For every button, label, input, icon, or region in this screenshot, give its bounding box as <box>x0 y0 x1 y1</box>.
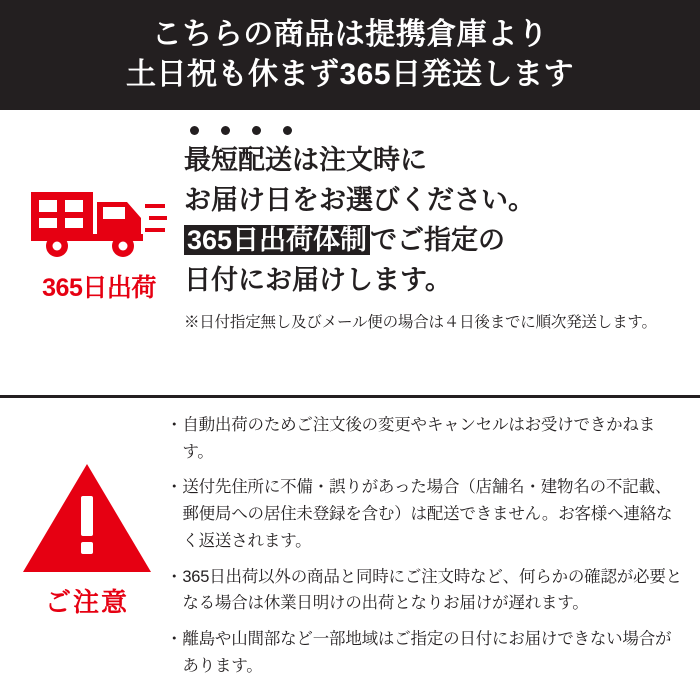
shipping-note: ※日付指定無し及びメール便の場合は４日後までに順次発送します。 <box>184 313 657 331</box>
note-bullet: ・ <box>166 416 183 434</box>
note-text: 離島や山間部など一部地域はご指定の日付にお届けできない場合があります。 <box>182 630 672 675</box>
shipping-line-3 <box>184 221 688 261</box>
dot-1 <box>190 126 199 135</box>
caution-section <box>0 398 700 697</box>
truck-label: 365日出荷 <box>42 274 156 302</box>
shipping-line-4: 日付にお届けします。 <box>184 264 452 295</box>
note-text: 365日出荷以外の商品と同時にご注文時など、何らかの確認が必要となる場合は休業日明けの出荷となりお届けが遅れます。 <box>182 567 682 613</box>
note-text: 自動出荷のためご注文後の変更やキャンセルはお受けできかねます。 <box>182 416 656 461</box>
list-item <box>166 412 686 465</box>
warning-label: ご注意 <box>44 587 129 617</box>
note-bullet: ・ <box>166 478 183 497</box>
list-item <box>166 626 686 679</box>
shipping-section <box>0 110 700 398</box>
dot-4 <box>283 126 292 135</box>
warning-column <box>8 408 166 691</box>
warning-triangle-icon <box>21 460 153 576</box>
dot-2 <box>221 126 230 135</box>
shipping-text-column <box>184 120 688 389</box>
shipping-highlight: 365日出荷体制 <box>184 225 370 255</box>
list-item <box>166 474 686 554</box>
delivery-truck-icon <box>29 178 169 260</box>
shipping-line-3-rest: でご指定の <box>370 224 506 255</box>
dot-3 <box>252 126 261 135</box>
note-text: 送付先住所に不備・誤りがあった場合（店舗名・建物名の不記載、郵便局への居住未登録を含む）は配送できません。お客様へ連絡なく返送されます。 <box>182 478 673 550</box>
truck-column <box>14 120 184 389</box>
banner-header <box>0 0 700 110</box>
note-bullet: ・ <box>166 567 183 586</box>
caution-notes-list <box>166 408 686 691</box>
header-line-2: 土日祝も休まず365日発送します <box>125 58 575 91</box>
shipping-line-1: 最短配送は注文時に <box>184 145 427 175</box>
note-bullet: ・ <box>166 630 183 649</box>
decorative-dots <box>190 126 688 135</box>
list-item <box>166 564 686 617</box>
shipping-line-2: お届け日をお選びください。 <box>184 184 535 215</box>
header-line-1: こちらの商品は提携倉庫より <box>151 17 549 51</box>
